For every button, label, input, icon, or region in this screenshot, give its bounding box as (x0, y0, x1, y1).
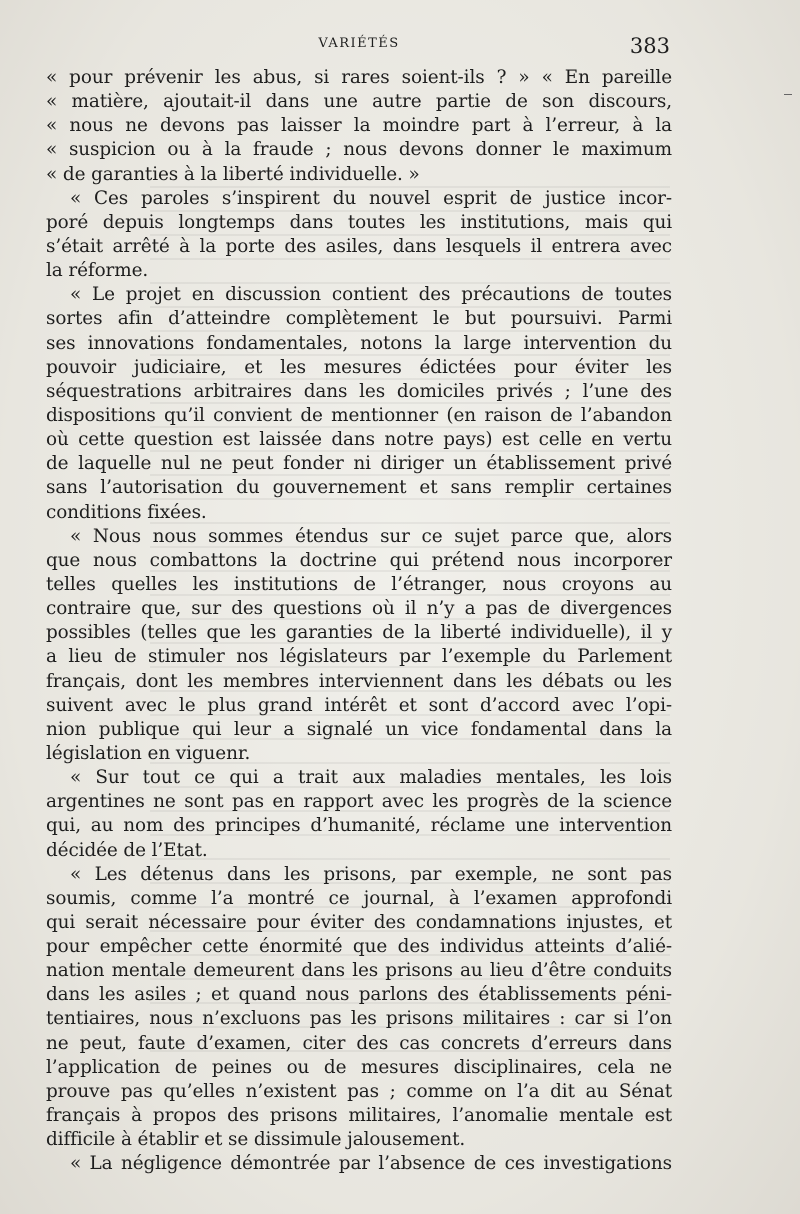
text-line: qui, au nom des principes d’humanité, réclame une intervention (46, 815, 672, 837)
text-line: « pour prévenir les abus, si rares soient-ils ? » « En pareille (46, 67, 672, 88)
text-line: conditions fixées. (46, 501, 207, 523)
text-line: dispositions qu’il convient de mentionner (en raison de l’abandon (46, 404, 672, 426)
margin-mark (784, 94, 792, 95)
page-number: 383 (629, 34, 670, 58)
text-line: a lieu de stimuler nos législateurs par l’exemple du Parlement (46, 646, 672, 668)
text-line: l’application de peines ou de mesures disciplinaires, cela ne (46, 1056, 672, 1078)
text-line: « Ces paroles s’inspirent du nouvel esprit de justice incor- (70, 187, 672, 209)
text-line: sortes afin d’atteindre complètement le but poursuivi. Parmi (46, 308, 672, 330)
text-line: « de garanties à la liberté individuelle. » (46, 163, 420, 185)
text-line: nation mentale demeurent dans les prisons au lieu d’être conduits (46, 960, 672, 982)
text-line: décidée de l’Etat. (46, 839, 208, 861)
text-line: ne peut, faute d’examen, citer des cas concrets d’erreurs dans (46, 1032, 672, 1054)
text-line: qui serait nécessaire pour éviter des condamnations injustes, et (46, 911, 672, 933)
text-line: « Le projet en discussion contient des précautions de toutes (70, 284, 672, 306)
text-line: où cette question est laissée dans notre pays) est celle en vertu (46, 429, 672, 451)
text-line: « matière, ajoutait-il dans une autre partie de son discours, (46, 91, 672, 113)
text-line: séquestrations arbitraires dans les domiciles privés ; l’une des (46, 380, 672, 402)
text-line: ses innovations fondamentales, notons la large intervention du (46, 332, 672, 354)
text-line: suivent avec le plus grand intérêt et sont d’accord avec l’opi- (46, 694, 672, 716)
text-line: législation en viguenr. (46, 742, 251, 764)
text-line: français, dont les membres interviennent dans les débats ou les (46, 670, 672, 692)
text-line: de laquelle nul ne peut fonder ni diriger un établissement privé (46, 453, 672, 475)
text-line: que nous combattons la doctrine qui prétend nous incorporer (46, 549, 672, 571)
text-line: « Les détenus dans les prisons, par exemple, ne sont pas (70, 863, 672, 885)
text-line: « Sur tout ce qui a trait aux maladies mentales, les lois (70, 767, 672, 789)
text-line: argentines ne sont pas en rapport avec les progrès de la science (46, 791, 672, 813)
text-line: contraire que, sur des questions où il n’y a pas de divergences (46, 598, 672, 620)
running-title: VARIÉTÉS (318, 36, 400, 51)
text-line: nion publique qui leur a signalé un vice fondamental dans la (46, 718, 672, 740)
running-header (48, 34, 670, 62)
text-line: sans l’autorisation du gouvernement et sans remplir certaines (46, 477, 672, 499)
text-line: possibles (telles que les garanties de la liberté individuelle), il y (46, 622, 672, 644)
text-line: pouvoir judiciaire, et les mesures édictées pour éviter les (46, 356, 672, 378)
body-text (46, 66, 672, 1176)
text-line: « suspicion ou à la fraude ; nous devons donner le maximum (46, 139, 672, 161)
text-line: dans les asiles ; et quand nous parlons des établissements péni- (46, 984, 672, 1006)
text-line: français à propos des prisons militaires, l’anomalie mentale est (46, 1105, 672, 1127)
text-line: tentiaires, nous n’excluons pas les prisons militaires : car si l’on (46, 1008, 672, 1030)
text-line: « nous ne devons pas laisser la moindre part à l’erreur, à la (46, 115, 672, 137)
text-line: « Nous nous sommes étendus sur ce sujet parce que, alors (70, 525, 672, 547)
text-line: poré depuis longtemps dans toutes les institutions, mais qui (46, 211, 672, 233)
text-line: pour empêcher cette énormité que des individus atteints d’alié- (46, 936, 672, 958)
text-line: « La négligence démontrée par l’absence de ces investigations (70, 1153, 672, 1175)
text-line: prouve pas qu’elles n’existent pas ; comme on l’a dit au Sénat (46, 1080, 672, 1102)
text-line: difficile à établir et se dissimule jalousement. (46, 1129, 466, 1151)
text-line: soumis, comme l’a montré ce journal, à l’examen approfondi (46, 887, 672, 909)
text-line: s’était arrêté à la porte des asiles, dans lesquels il entrera avec (46, 235, 672, 257)
text-line: telles quelles les institutions de l’étranger, nous croyons au (46, 573, 672, 595)
text-line: la réforme. (46, 260, 149, 282)
